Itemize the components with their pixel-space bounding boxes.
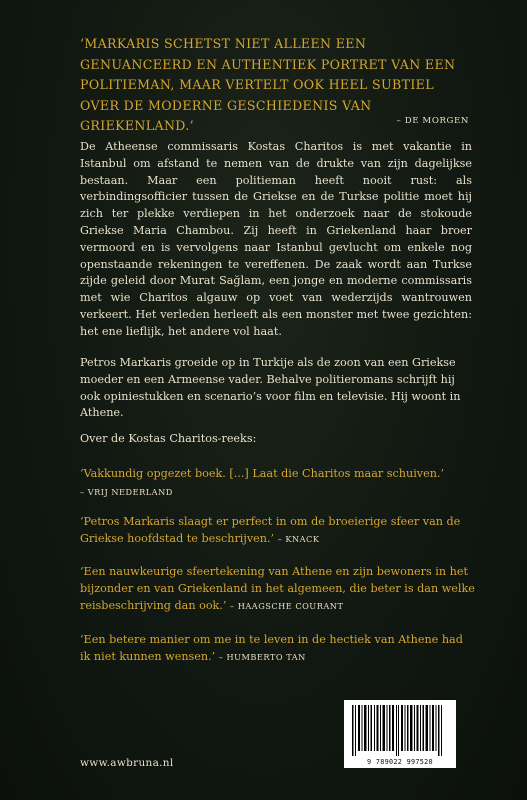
review-quote — [80, 564, 475, 614]
author-bio: Petros Markaris groeide op in Turkije als de zoon van een Griekse moeder en een Armeense vader. Behalve politieromans schrijft hij ook opiniestukken en scenario’s voor film en televisie. Hij woont in Athene. — [80, 356, 461, 420]
pull-quote: ‘MARKARIS SCHETST NIET ALLEEN EEN GENUANCEERD EN AUTHENTIEK PORTRET VAN EEN POLITIEMAN, MAAR VERTELT OOK HEEL SUBTIEL OVER DE MODERNE GESCHIEDENIS VAN GRIEKENLAND.’ — [80, 36, 456, 133]
barcode-number: 9 789022 997520 — [367, 758, 433, 766]
review-source: – HUMBERTO TAN — [218, 651, 306, 662]
series-heading: Over de Kostas Charitos-reeks: — [80, 432, 257, 445]
barcode-icon — [344, 700, 456, 756]
review-text: ‘Een betere manier om me in te leven in de hectiek van Athene had ik niet kunnen wensen.’ — [80, 633, 463, 663]
review-quote — [80, 514, 475, 548]
review-source: – HAAGSCHE COURANT — [230, 600, 344, 611]
review-quote — [80, 466, 475, 501]
review-text: ‘Vakkundig opgezet boek. [...] Laat die Charitos maar schuiven.’ — [80, 467, 445, 480]
pull-quote-source: – DE MORGEN — [396, 116, 469, 126]
isbn-barcode — [344, 700, 456, 768]
review-quote — [80, 632, 475, 666]
synopsis: De Atheense commissaris Kostas Charitos is met vakantie in Istanbul om afstand te nemen van de drukte van zijn dagelijkse bestaan. Maar een politieman heeft nooit rust: als verbindingsofficier tussen de Griekse en de Turkse politie moet hij zich ter plekke verdiepen in het onderzoek naar de stokoude Griekse Maria Chambou. Zij heeft in Griekenland haar broer vermoord en is vervolgens naar Istanbul gevlucht om enkele nog openstaande rekeningen te vereffenen. De zaak wordt aan Turkse zijde geleid door Murat Sağlam, een jonge en moderne commissaris met wie Charitos algauw op voet van wederzijds wantrouwen verkeert. Het verleden herleeft als een monster met twee gezichten: het ene lieflijk, het andere vol haat. — [80, 140, 472, 338]
review-source: – VRIJ NEDERLAND — [80, 486, 173, 497]
publisher-website[interactable]: www.awbruna.nl — [80, 757, 174, 769]
review-text: ‘Petros Markaris slaagt er perfect in om de broeierige sfeer van de Griekse hoofdstad te beschrijven.’ — [80, 515, 461, 545]
review-text: ‘Een nauwkeurige sfeertekening van Athene en zijn bewoners in het bijzonder en van Griekenland in het algemeen, die beter is dan welke reisbeschrijving dan ook.’ — [80, 565, 475, 612]
review-source: – KNACK — [277, 533, 320, 544]
